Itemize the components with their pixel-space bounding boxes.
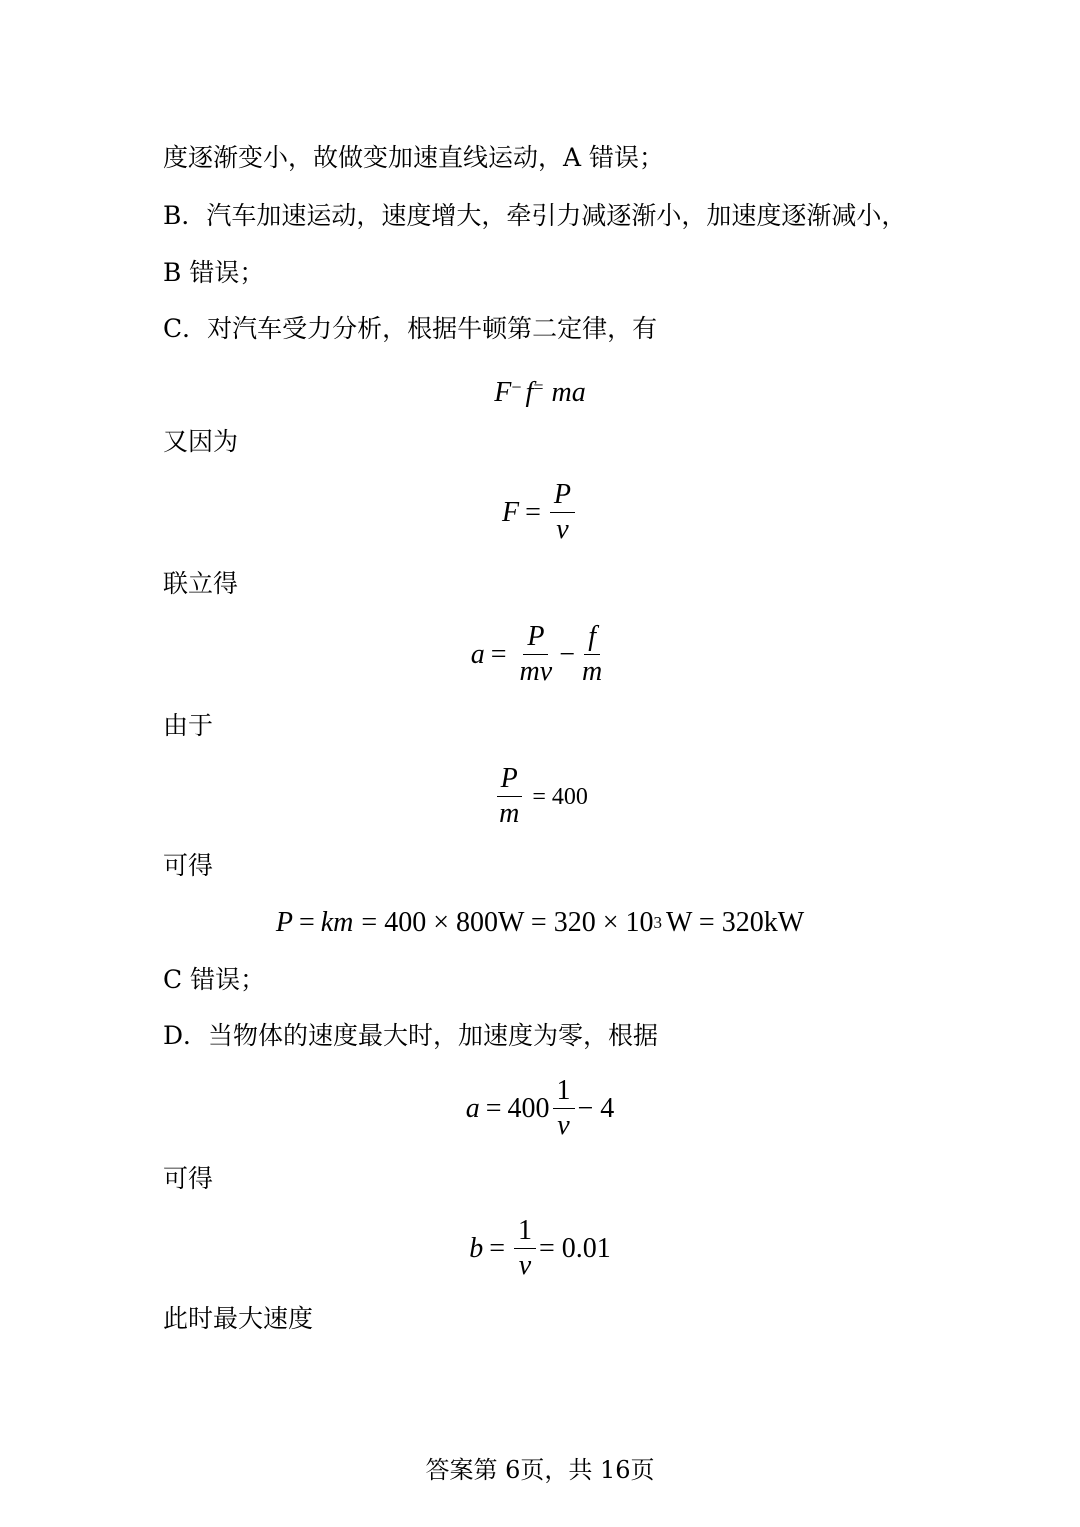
- eq2-eq: =: [525, 496, 541, 528]
- text-line-2: B．汽车加速运动，速度增大，牵引力减逐渐小，加速度逐渐减小，: [163, 201, 907, 230]
- eq5-tail: W = 320kW: [666, 907, 805, 938]
- equation-b-value: [0, 1214, 1080, 1283]
- eq3-num1: P: [523, 620, 548, 655]
- eq1-minus: −: [511, 377, 522, 397]
- equation-acceleration: [0, 620, 1080, 689]
- eq4-fraction: [495, 762, 523, 831]
- eq4-eq: =: [532, 783, 546, 810]
- text-line-4: C．对汽车受力分析，根据牛顿第二定律，有: [163, 314, 658, 343]
- eq5-eq: =: [298, 907, 315, 938]
- eq7-b: b: [469, 1232, 484, 1264]
- eq3-den1: mv: [519, 656, 553, 687]
- eq1-eq: =: [533, 377, 544, 397]
- eq6-num: 1: [553, 1074, 575, 1109]
- eq5-middle: = 400 × 800W = 320 × 10: [361, 907, 654, 938]
- eq2-num: P: [550, 478, 575, 513]
- eq5-P: P: [275, 907, 293, 938]
- eq7-fraction: [514, 1214, 536, 1283]
- eq7-eq: =: [489, 1232, 505, 1264]
- equation-newton: [0, 376, 1080, 410]
- equation-acceleration-numeric: [0, 1074, 1080, 1143]
- eq2-den: v: [556, 514, 569, 545]
- eq3-den2: m: [582, 656, 603, 687]
- eq6-coef: 400: [507, 1092, 550, 1124]
- eq1-f: f: [525, 377, 534, 408]
- eq7-tail: = 0.01: [539, 1232, 611, 1264]
- equation-force-power: [0, 478, 1080, 547]
- equation-power-value: P = km = 400 × 800W = 320 × 10 3 W = 320kW: [275, 907, 805, 938]
- text-line-5: 又因为: [163, 427, 239, 456]
- eq6-tail: − 4: [577, 1092, 615, 1124]
- equation-power-mass: [0, 762, 1080, 831]
- eq3-fraction-1: [516, 620, 557, 689]
- text-line-8: 可得: [163, 851, 214, 880]
- eq3-a: a: [470, 638, 485, 670]
- eq3-minus: −: [559, 638, 575, 670]
- text-line-6: 联立得: [163, 569, 239, 598]
- eq3-eq: =: [490, 638, 507, 670]
- eq3-fraction-2: [578, 620, 606, 689]
- eq7-num: 1: [514, 1214, 536, 1249]
- eq2-F: F: [501, 496, 520, 528]
- eq2-fraction: [550, 478, 575, 547]
- eq5-km: km: [320, 907, 354, 938]
- eq1-F: F: [494, 377, 512, 408]
- eq7-den: v: [518, 1250, 532, 1281]
- eq6-a: a: [465, 1092, 480, 1124]
- eq6-den: v: [557, 1110, 570, 1141]
- eq6-eq: =: [485, 1092, 502, 1124]
- text-line-1: 度逐渐变小，故做变加速直线运动，A 错误；: [163, 143, 665, 172]
- eq3-num2: f: [584, 620, 600, 655]
- text-line-12: 此时最大速度: [163, 1304, 314, 1333]
- eq4-num: P: [497, 762, 522, 797]
- text-line-7: 由于: [163, 711, 214, 740]
- eq4-value: 400: [551, 783, 588, 810]
- eq1-ma: ma: [551, 377, 586, 408]
- text-line-11: 可得: [163, 1164, 214, 1193]
- page-footer: 答案第 6页，共 16页: [425, 1456, 655, 1484]
- text-line-10: D．当物体的速度最大时，加速度为零，根据: [163, 1021, 659, 1050]
- eq6-fraction: [553, 1074, 575, 1143]
- text-line-9: C 错误；: [163, 965, 266, 994]
- eq4-den: m: [499, 798, 520, 829]
- text-line-3: B 错误；: [163, 258, 265, 287]
